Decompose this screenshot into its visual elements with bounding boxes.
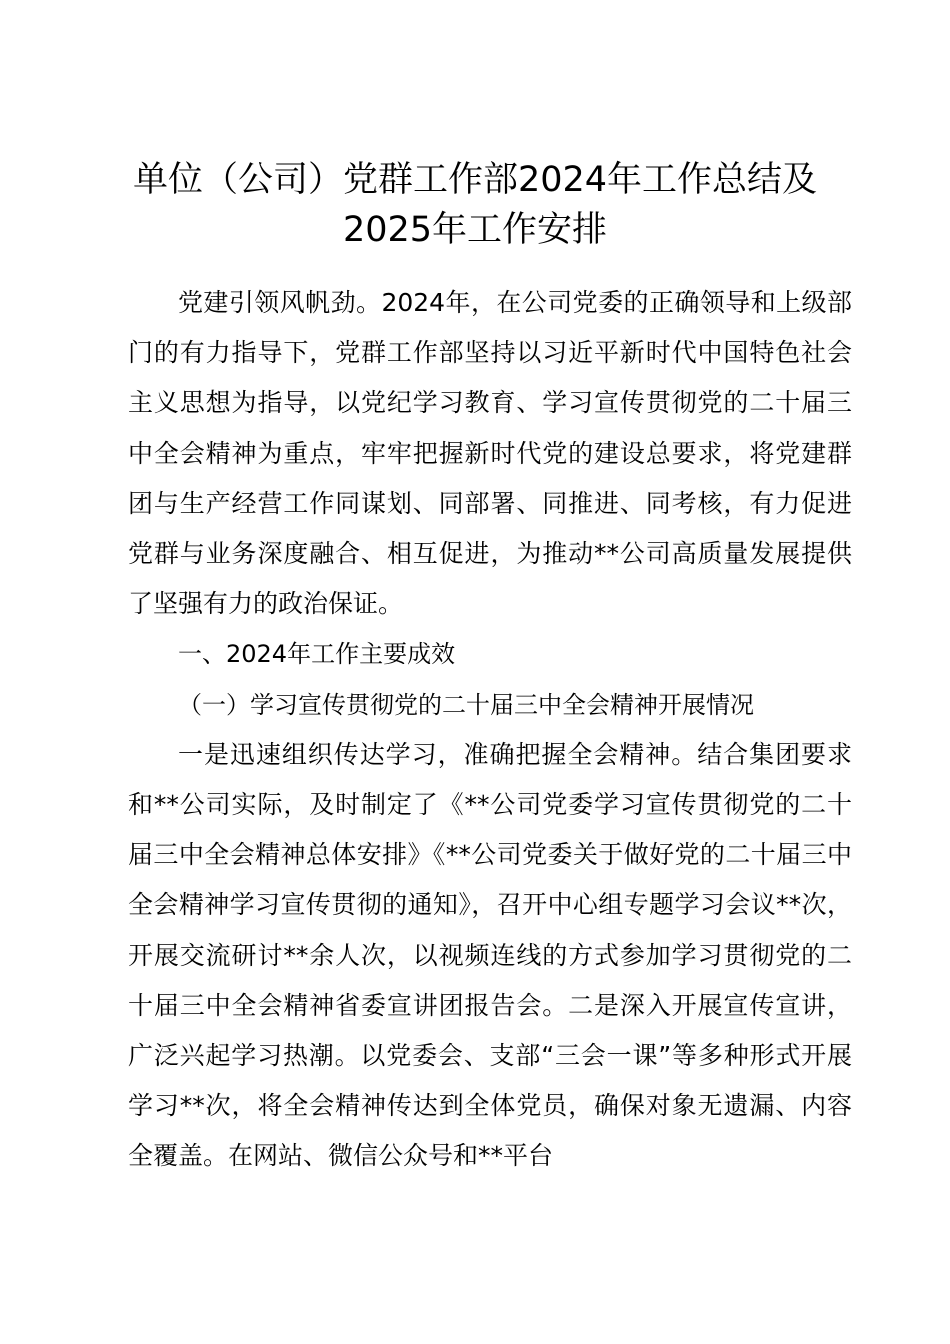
document-title-line-2: 2025年工作安排 <box>342 210 608 250</box>
document-title-line-1: 单位（公司）党群工作部2024年工作总结及 <box>132 160 818 200</box>
intro-paragraph: 党建引领风帆劲。2024年，在公司党委的正确领导和上级部门的有力指导下，党群工作部坚持以习近平新时代中国特色社会主义思想为指导，以党纪学习教育、学习宣传贯彻党的二十届三中全会精神为重点，牢牢把握新时代党的建设总要求，将党建群团与生产经营工作同谋划、同部署、同推进、同考核，有力促进党群与业务深度融合、相互促进，为推动**公司高质量发展提供了坚强有力的政治保证。 <box>128 288 852 619</box>
document-body <box>128 278 852 1182</box>
body-paragraph: 一是迅速组织传达学习，准确把握全会精神。结合集团要求和**公司实际，及时制定了《**公司党委学习宣传贯彻党的二十届三中全会精神总体安排》《**公司党委关于做好党的二十届三中全会精神学习宣传贯彻的通知》，召开中心组专题学习会议**次，开展交流研讨**余人次，以视频连线的方式参加学习贯彻党的二十届三中全会精神省委宣讲团报告会。二是深入开展宣传宣讲，广泛兴起学习热潮。以党委会、支部“三会一课”等多种形式开展学习**次，将全会精神传达到全体党员，确保对象无遗漏、内容全覆盖。在网站、微信公众号和**平台 <box>128 739 852 1171</box>
section-heading: 一、2024年工作主要成效 <box>178 640 456 669</box>
subsection-heading: （一）学习宣传贯彻党的二十届三中全会精神开展情况 <box>178 690 754 719</box>
